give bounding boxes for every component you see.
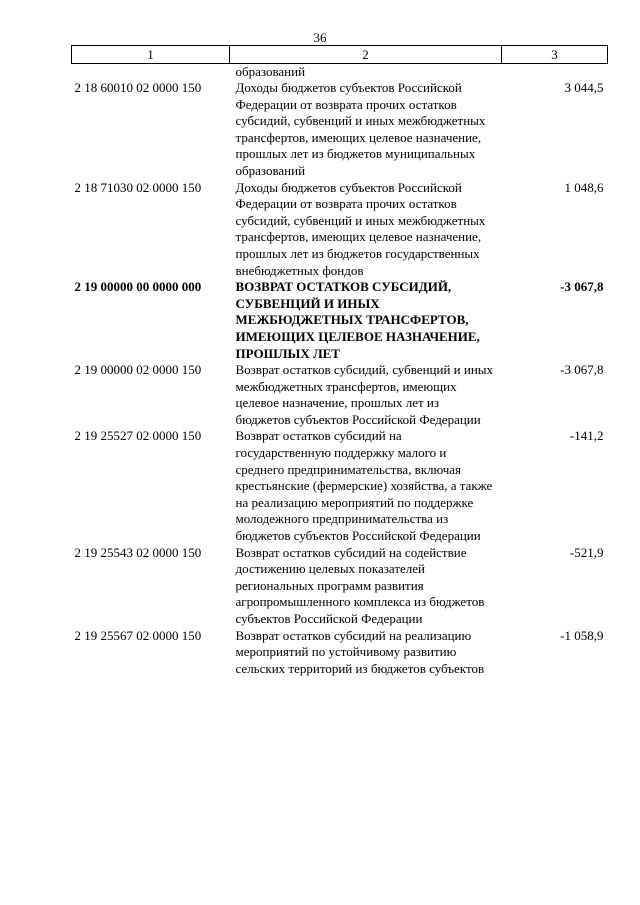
row-amount: 3 044,5 [564, 80, 604, 95]
row-description: образований [235, 64, 306, 79]
row-code: 2 19 00000 02 0000 150 [74, 362, 202, 378]
row-code: 2 18 71030 02 0000 150 [74, 179, 202, 195]
column-header-2: 2 [230, 46, 502, 64]
row-code: 2 19 25543 02 0000 150 [74, 544, 202, 560]
table-row-continuation [72, 64, 608, 81]
table-row [72, 80, 608, 180]
table-row-section-total [72, 279, 608, 362]
row-amount: -1 058,9 [560, 627, 604, 643]
row-amount: 1 048,6 [564, 179, 604, 195]
row-code: 2 19 25527 02 0000 150 [74, 428, 202, 444]
table-row [72, 180, 608, 280]
row-description: Доходы бюджетов субъектов Российской Федерации от возврата прочих остатков субсидий, субвенций и иных межбюджетных трансфертов, имеющих целевое назначение, прошлых лет из бюджетов муниципальных образований [235, 80, 486, 178]
row-code: 2 19 00000 00 0000 000 [74, 279, 202, 295]
table-row [72, 628, 608, 678]
table-row [72, 362, 608, 428]
table-row [72, 545, 608, 628]
row-code: 2 18 60010 02 0000 150 [74, 80, 202, 95]
row-amount [502, 64, 608, 81]
row-code [72, 64, 230, 81]
table-header [72, 46, 608, 64]
row-code: 2 19 25567 02 0000 150 [74, 627, 202, 643]
row-amount: -141,2 [569, 428, 604, 444]
row-description: ВОЗВРАТ ОСТАТКОВ СУБСИДИЙ, СУБВЕНЦИЙ И ИНЫХ МЕЖБЮДЖЕТНЫХ ТРАНСФЕРТОВ, ИМЕЮЩИХ ЦЕЛЕВОЕ НАЗНАЧЕНИЕ, ПРОШЛЫХ ЛЕТ [235, 279, 480, 361]
row-description: Возврат остатков субсидий на реализацию мероприятий по устойчивому развитию сельских территорий из бюджетов субъектов [235, 627, 485, 676]
column-header-1: 1 [72, 46, 230, 64]
row-amount: -3 067,8 [560, 279, 604, 295]
page-number: 36 [313, 30, 327, 45]
row-description: Возврат остатков субсидий на государственную поддержку малого и среднего предпринимательства, включая крестьянские (фермерские) хозяйства, а также на реализацию мероприятий по поддержке молодежного предпринимательства из бюджетов субъектов Российской Федерации [235, 428, 493, 544]
budget-table [71, 45, 608, 677]
row-description: Доходы бюджетов субъектов Российской Федерации от возврата прочих остатков субсидий, субвенций и иных межбюджетных трансфертов, имеющих целевое назначение, прошлых лет из бюджетов государственных внебюджетных фондов [235, 179, 486, 278]
row-description: Возврат остатков субсидий на содействие достижению целевых показателей региональных программ развития агропромышленного комплекса из бюджетов субъектов Российской Федерации [235, 544, 485, 626]
column-header-3: 3 [502, 46, 608, 64]
table-row [72, 428, 608, 544]
row-amount: -521,9 [569, 544, 604, 560]
row-amount: -3 067,8 [560, 362, 604, 378]
row-description: Возврат остатков субсидий, субвенций и иных межбюджетных трансфертов, имеющих целевое назначение, прошлых лет из бюджетов субъектов Российской Федерации [235, 362, 494, 427]
